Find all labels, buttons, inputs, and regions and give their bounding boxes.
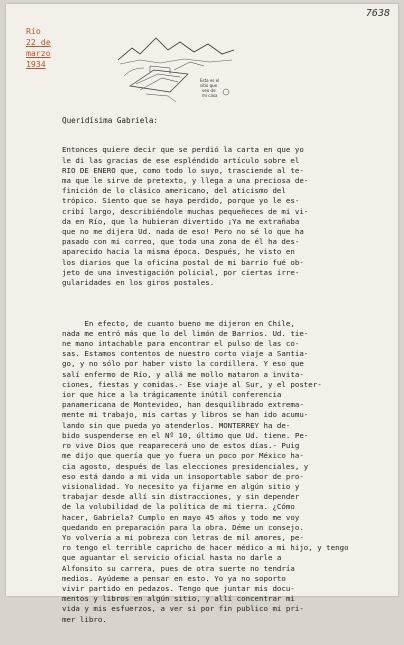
sketch-caption-1: Esta es el — [200, 78, 220, 83]
paragraph-1-line: da en Río, que la hubieran divertido ¡Ya me extrañaba — [62, 216, 300, 226]
paragraph-1-line: finición de lo clásico americano, del aticismo del — [62, 186, 286, 196]
paragraph-2-line: hacer, Gabriela? Cumplo en mayo 45 años y todo me voy — [62, 512, 300, 522]
paragraph-2-line: me dijo que quería que yo fuera un poco por México ha- — [62, 451, 304, 461]
archive-number: 7638 — [365, 8, 390, 19]
paragraph-1-line: cribí largo, describiéndole muchas pequeñeces de mi vi- — [62, 206, 309, 216]
dateline-year: 1934 — [26, 59, 46, 69]
paragraph-1-line: los diarios que la oficina postal de mi barrio fué ob- — [62, 257, 304, 267]
paragraph-2-line: ne mano intachable para encontrar el pulso de las co- — [62, 339, 300, 349]
paragraph-2-line: ior que hice a la trágicamente inútil conferencia — [62, 390, 282, 400]
paragraph-2-line: Yo volvería a mi pobreza con letras de mil amores, pe- — [62, 532, 304, 542]
paragraph-2-line: ciones, fiestas y comidas.- Ese viaje al Sur, y el poster- — [62, 379, 322, 389]
paragraph-2-line: salí enfermo de Río, y allá me mollo mataron a invita- — [62, 369, 304, 379]
sketch-caption-3: veo de — [202, 88, 216, 93]
paragraph-2-line: panamericana de Montevideo, han desquilibrado extrema- — [62, 400, 304, 410]
paragraph-2-line: go, y no sólo por haber visto la cordillera. Y eso que — [62, 359, 304, 369]
paragraph-2-line: bido suspenderse en el Nº 10, último que Ud. tiene. Pe- — [62, 430, 309, 440]
paragraph-2-line: mer libro. — [62, 614, 107, 624]
paragraph-1-line: jeto de una investigación policial, por ciertas irre- — [62, 267, 300, 277]
paragraph-1-line: trópico. Siento que se haya perdido, porque yo le es- — [62, 196, 300, 206]
letter-body — [62, 125, 394, 645]
paragraph-1-line: RIO DE ENERO que, como todo lo suyo, trasciende al te- — [62, 165, 304, 175]
paragraph-1-line: pasado con mi correo, que toda una zona de él ha des- — [62, 237, 300, 247]
dateline-city: Río — [26, 26, 41, 36]
letter-page — [6, 4, 398, 624]
paragraph-2-line: ro tengo el terrible capricho de hacer médico a mi hijo, y tengo — [62, 543, 349, 553]
paragraph-1-line: ma que le sirve de pretexto, y llega a una preciosa de- — [62, 176, 309, 186]
dateline — [26, 26, 51, 70]
paragraph-1-line: que no me dijera Ud. nada de eso! Pero no sé lo que ha — [62, 227, 304, 237]
paragraph-2-line: eso está dando a mi vida un insoportable sabor de pro- — [62, 471, 304, 481]
paragraph-2-line: mente mi trabajo, mis cartas y libros se han ido acumu- — [62, 410, 309, 420]
paragraph-2-line: que aguantar el servicio oficial hasta no darle a — [62, 553, 282, 563]
paragraph-2-line: En efecto, de cuanto bueno me dijeron en Chile, — [62, 318, 295, 328]
paragraph-2-line: vivir partido en pedazos. Tengo que juntar mis docu- — [62, 583, 295, 593]
paragraph-2-line: visionalidad. Yo necesito ya fijarme en algún sitio y — [62, 481, 300, 491]
paragraph-2-line: medios. Ayúdeme a pensar en esto. Yo ya no soporto — [62, 573, 286, 583]
paragraph-2-line: ro vive Dios que reaparecerá uno de estos días.- Puig — [62, 441, 300, 451]
sketch-caption-4: mi casa — [202, 93, 218, 98]
paragraph-2-line: sas. Estamos contentos de nuestro corto viaje a Santia- — [62, 349, 309, 359]
paragraph-2-line: lando sin que pueda yo atenderlos. MONTERREY ha de- — [62, 420, 291, 430]
paragraph-2-line: quedando en preparación para la obra. Déme un consejo. — [62, 522, 304, 532]
paragraph-1-line: gularidades en los giros postales. — [62, 278, 215, 288]
paragraph-2-line: Alfonsito su carrera, pues de otra suerte no tendría — [62, 563, 295, 573]
salutation: Queridísima Gabriela: — [62, 116, 159, 125]
paragraph-2-line: mentos y libros en algún sitio, y allí concentrar mi — [62, 594, 295, 604]
paragraph-1 — [62, 145, 394, 288]
dateline-month: marzo — [26, 48, 51, 58]
paragraph-2-line: vida y mis esfuerzos, a ver si por fin publico mi pri- — [62, 604, 304, 614]
paragraph-1-line: le di las gracias de ese espléndido artículo sobre el — [62, 155, 300, 165]
landscape-sketch — [110, 30, 242, 108]
paragraph-2 — [62, 319, 394, 625]
paragraph-2-line: de la volubilidad de la política de mi tierra. ¿Cómo — [62, 502, 295, 512]
dateline-day: 22 de — [26, 37, 51, 47]
paragraph-2-line: trabajar desde allí sin distracciones, y sin depender — [62, 492, 300, 502]
paragraph-2-line: cia agosto, después de las elecciones presidenciales, y — [62, 461, 309, 471]
paragraph-2-line: nada me entró más que lo del limón de Barrios. Ud. tie- — [62, 328, 309, 338]
paragraph-1-line: aparecido hacia la misma época. Después, he visto en — [62, 247, 295, 257]
paragraph-1-line: Entonces quiere decir que se perdió la carta en que yo — [62, 145, 304, 155]
sketch-caption-2: sitio que — [200, 83, 218, 88]
